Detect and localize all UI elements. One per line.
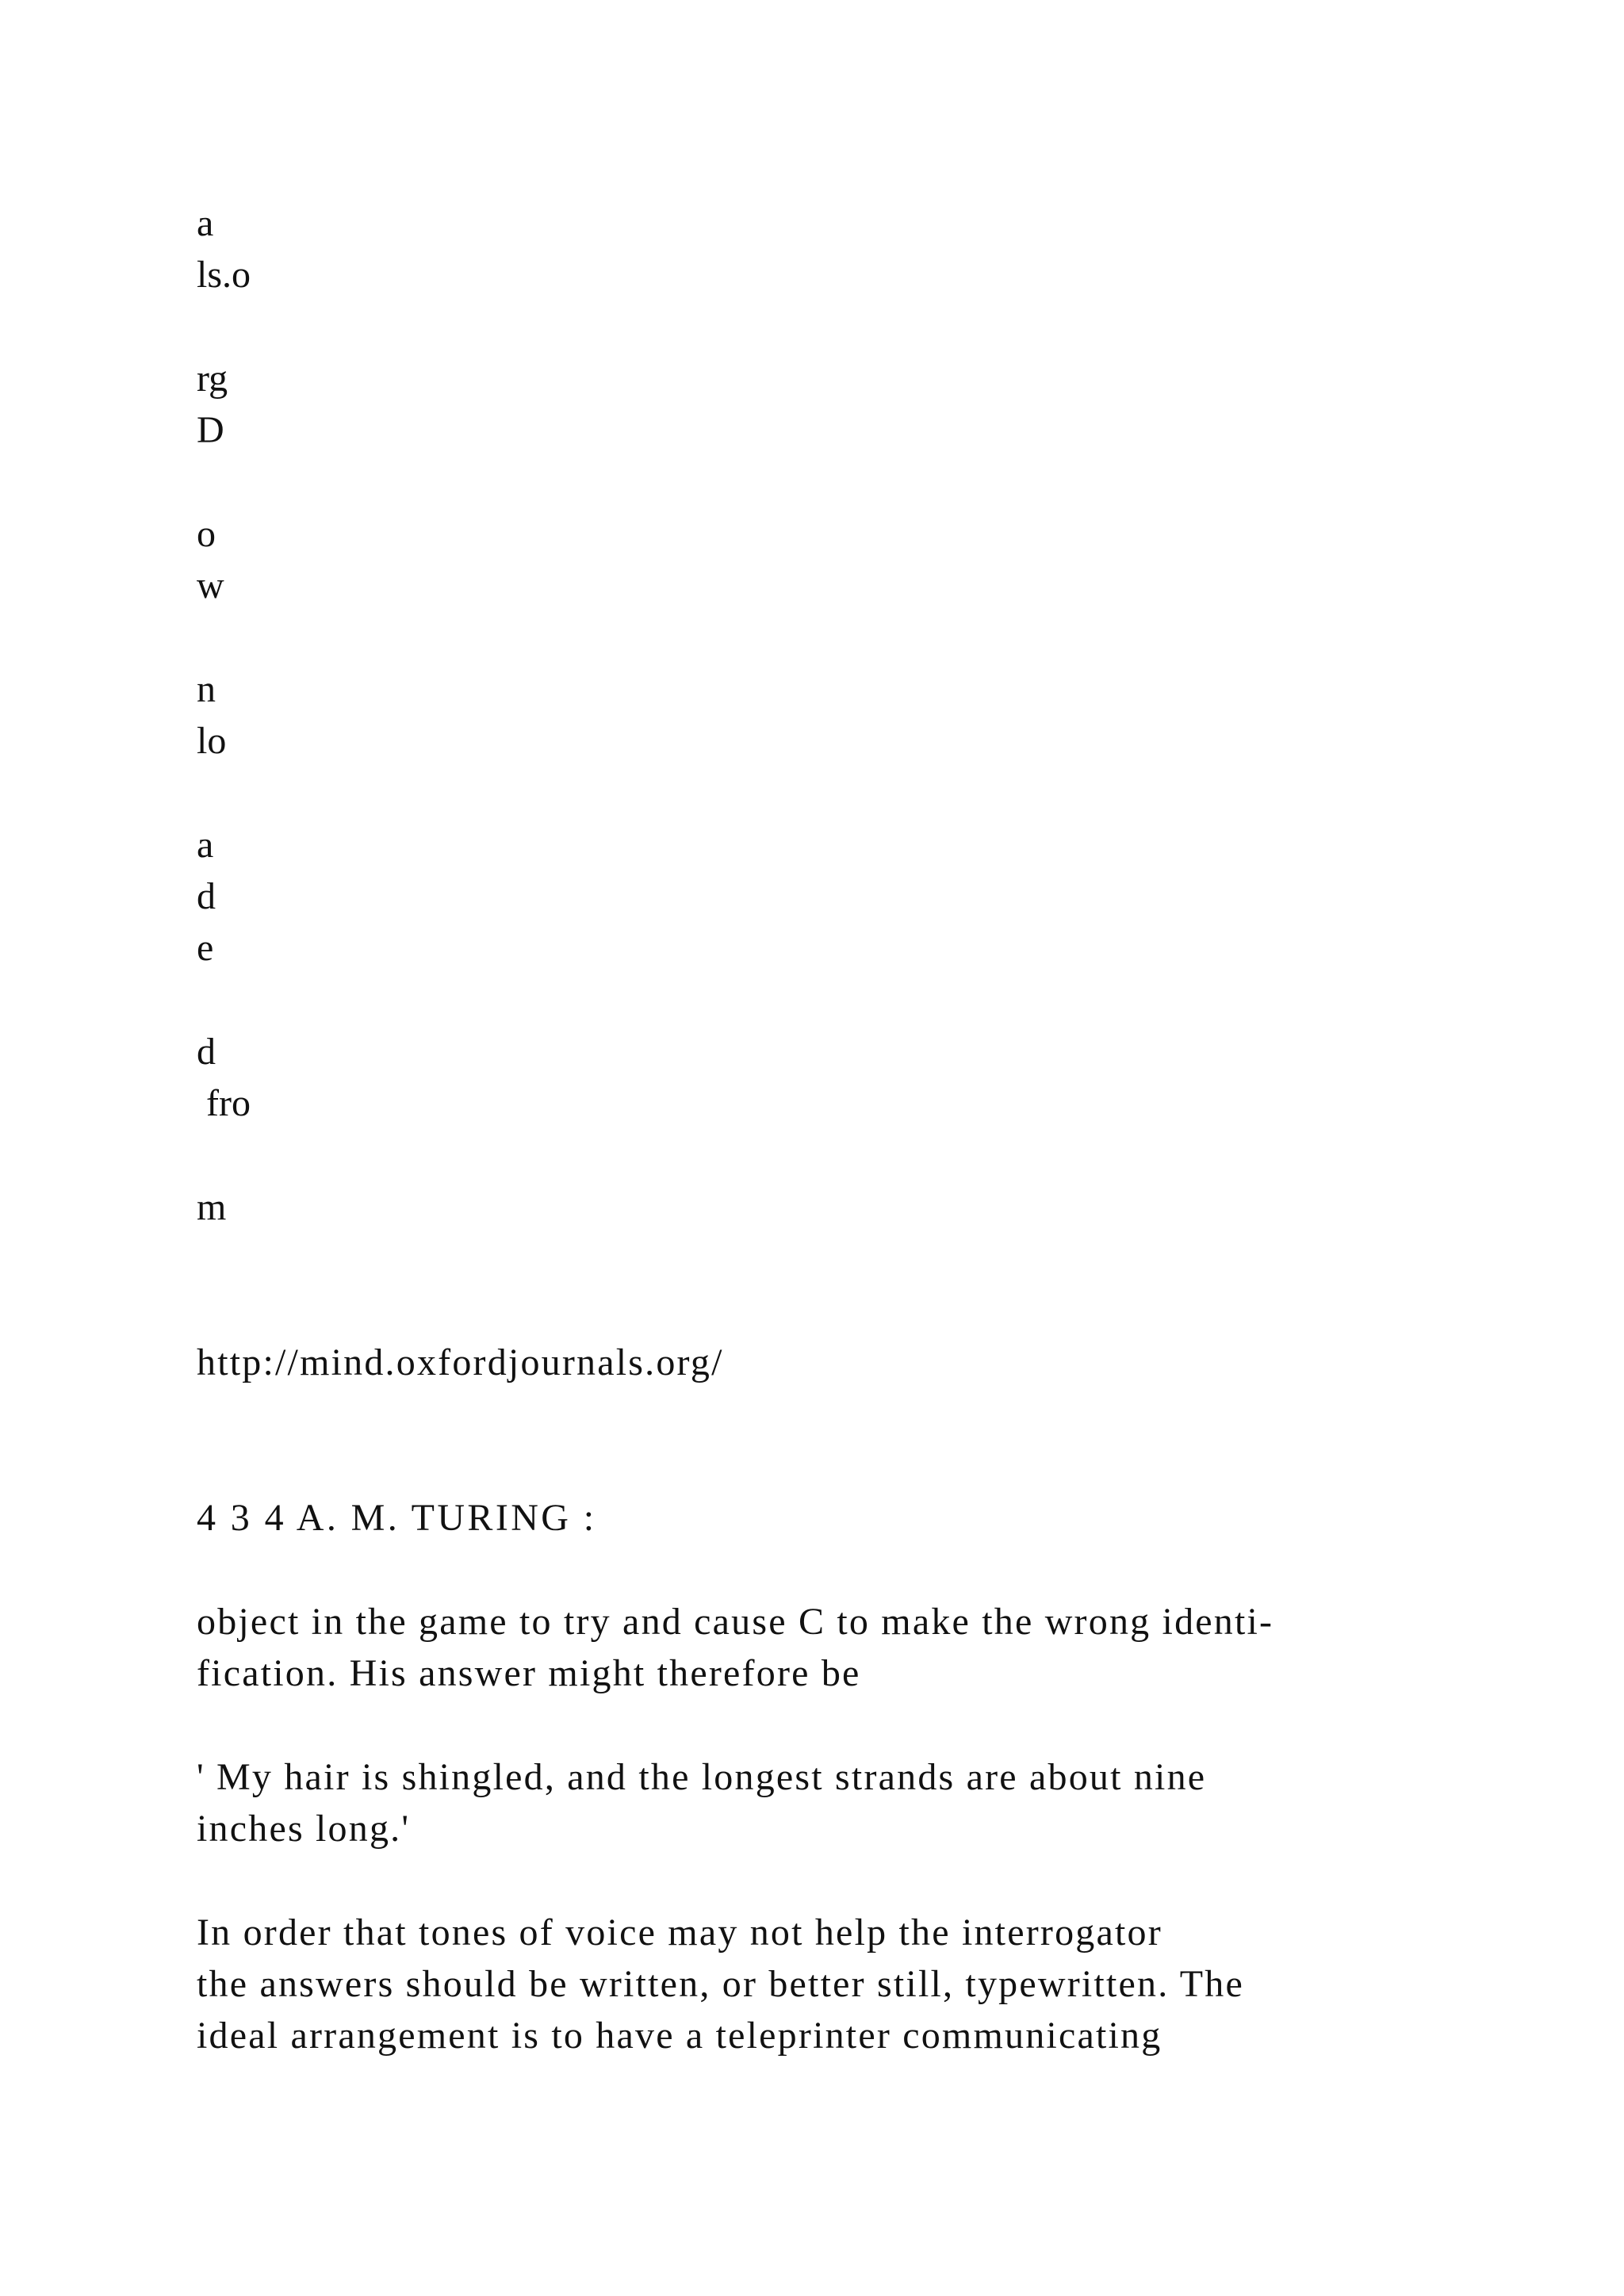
watermark-fragment: a [197, 202, 214, 244]
running-head: 4 3 4 A. M. TURING : [197, 1497, 597, 1539]
watermark-fragment: o [197, 513, 216, 555]
watermark-fragment: a [197, 824, 214, 866]
journal-url[interactable]: http://mind.oxfordjournals.org/ [197, 1341, 724, 1383]
text-line: ' My hair is shingled, and the longest strands are about nine [197, 1756, 1207, 1798]
text-line: the answers should be written, or better still, typewritten. The [197, 1963, 1244, 2005]
text-line: ideal arrangement is to have a teleprinter communicating [197, 2015, 1162, 2057]
watermark-fragment: lo [197, 720, 227, 762]
watermark-fragment: fro [197, 1082, 251, 1124]
text-line: object in the game to try and cause C to make the wrong identi- [197, 1601, 1274, 1643]
watermark-fragment: D [197, 409, 224, 451]
watermark-fragment: rg [197, 358, 228, 400]
text-line: In order that tones of voice may not help the interrogator [197, 1911, 1162, 1954]
watermark-fragment: e [197, 927, 214, 969]
watermark-fragment: w [197, 564, 224, 607]
text-line: inches long.' [197, 1808, 411, 1850]
watermark-fragment: n [197, 668, 216, 710]
watermark-fragment: d [197, 1031, 216, 1073]
watermark-fragment: m [197, 1186, 227, 1228]
watermark-fragment: ls.o [197, 254, 251, 296]
text-line: fication. His answer might therefore be [197, 1652, 861, 1694]
watermark-fragment: d [197, 875, 216, 917]
